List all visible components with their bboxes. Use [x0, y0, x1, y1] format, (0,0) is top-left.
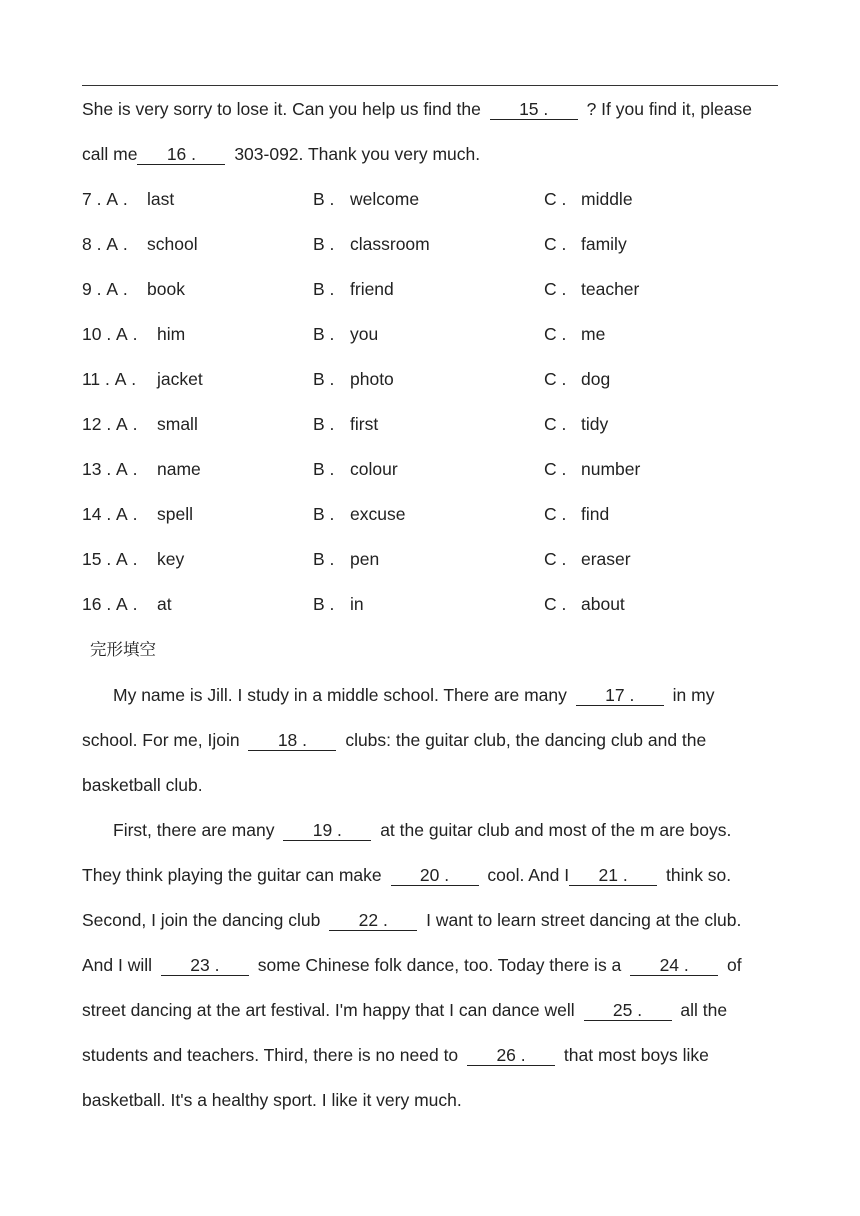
option-b-label: B . — [313, 279, 335, 299]
top-divider — [82, 85, 778, 86]
question-number: 7 . A . — [82, 189, 128, 209]
section-title: 完形填空 — [90, 640, 156, 659]
option-a: school — [147, 234, 198, 254]
option-c-label: C . — [544, 234, 567, 254]
option-b-label: B . — [313, 549, 335, 569]
question-row — [82, 187, 782, 211]
answer-blank-26: 26 . — [467, 1045, 555, 1066]
intro-line-1 — [82, 97, 752, 121]
option-b: classroom — [350, 234, 430, 254]
option-b: you — [350, 324, 379, 344]
answer-blank-24: 24 . — [630, 955, 718, 976]
option-c: teacher — [581, 279, 640, 299]
question-row — [82, 502, 782, 526]
passage-text: students and teachers. Third, there is no need to — [82, 1045, 459, 1065]
question-number: 15 . A . — [82, 549, 138, 569]
option-b: excuse — [350, 504, 406, 524]
option-c: eraser — [581, 549, 631, 569]
passage-text: some Chinese folk dance, too. Today there is a — [257, 955, 622, 975]
passage-line — [82, 1043, 709, 1067]
answer-blank-21: 21 . — [569, 865, 657, 886]
option-c: dog — [581, 369, 611, 389]
passage-text: And I will — [82, 955, 153, 975]
option-b: first — [350, 414, 379, 434]
option-b-label: B . — [313, 459, 335, 479]
passage-text: at the guitar club and most of the m are boys. — [380, 820, 732, 840]
passage-text: in my — [672, 685, 715, 705]
option-c-label: C . — [544, 324, 567, 344]
answer-blank-22: 22 . — [329, 910, 417, 931]
passage-text: basketball club. — [82, 775, 203, 795]
option-a: at — [157, 594, 172, 614]
intro-line-2 — [82, 142, 480, 166]
question-row — [82, 322, 782, 346]
option-c: middle — [581, 189, 633, 209]
passage-text: basketball. It's a healthy sport. I like it very much. — [82, 1090, 462, 1110]
answer-blank-23: 23 . — [161, 955, 249, 976]
question-number: 9 . A . — [82, 279, 128, 299]
intro-text: ? If you find it, please — [586, 99, 752, 119]
option-b: photo — [350, 369, 394, 389]
passage-text: clubs: the guitar club, the dancing club and the — [345, 730, 707, 750]
intro-text: She is very sorry to lose it. Can you help us find the — [82, 99, 481, 119]
intro-text: call me — [82, 144, 138, 164]
answer-blank-17: 17 . — [576, 685, 664, 706]
option-c: about — [581, 594, 625, 614]
option-b: in — [350, 594, 364, 614]
passage-line — [113, 683, 714, 707]
answer-blank-15: 15 . — [490, 99, 578, 120]
passage-text: all the — [680, 1000, 728, 1020]
option-b: pen — [350, 549, 380, 569]
answer-blank-19: 19 . — [283, 820, 371, 841]
option-b-label: B . — [313, 234, 335, 254]
option-b: welcome — [350, 189, 420, 209]
option-c-label: C . — [544, 189, 567, 209]
question-row — [82, 277, 782, 301]
question-row — [82, 412, 782, 436]
question-row — [82, 457, 782, 481]
option-c-label: C . — [544, 459, 567, 479]
option-a: name — [157, 459, 201, 479]
question-number: 16 . A . — [82, 594, 138, 614]
answer-blank-18: 18 . — [248, 730, 336, 751]
question-row — [82, 547, 782, 571]
passage-text: school. For me, Ijoin — [82, 730, 240, 750]
option-c-label: C . — [544, 414, 567, 434]
option-c: number — [581, 459, 641, 479]
question-row — [82, 592, 782, 616]
option-a: spell — [157, 504, 193, 524]
option-c-label: C . — [544, 369, 567, 389]
passage-line — [82, 863, 731, 887]
passage-line — [113, 818, 731, 842]
question-row — [82, 367, 782, 391]
passage-line — [82, 728, 706, 752]
option-a: jacket — [157, 369, 203, 389]
answer-blank-16: 16 . — [137, 144, 225, 165]
option-b-label: B . — [313, 369, 335, 389]
passage-text: First, there are many — [113, 820, 275, 840]
passage-text: Second, I join the dancing club — [82, 910, 321, 930]
option-b-label: B . — [313, 414, 335, 434]
question-number: 13 . A . — [82, 459, 138, 479]
option-c: find — [581, 504, 610, 524]
answer-blank-25: 25 . — [584, 1000, 672, 1021]
passage-line — [82, 908, 741, 932]
option-c: family — [581, 234, 627, 254]
passage-text: think so. — [665, 865, 732, 885]
answer-blank-20: 20 . — [391, 865, 479, 886]
option-b-label: B . — [313, 324, 335, 344]
passage-text: My name is Jill. I study in a middle school. There are many — [113, 685, 567, 705]
option-c-label: C . — [544, 504, 567, 524]
question-number: 10 . A . — [82, 324, 138, 344]
question-number: 14 . A . — [82, 504, 138, 524]
passage-text: They think playing the guitar can make — [82, 865, 382, 885]
option-c: tidy — [581, 414, 609, 434]
option-a: last — [147, 189, 175, 209]
option-b: friend — [350, 279, 394, 299]
question-row — [82, 232, 782, 256]
passage-text: cool. And I — [487, 865, 570, 885]
intro-text: 303-092. Thank you very much. — [234, 144, 481, 164]
option-c-label: C . — [544, 279, 567, 299]
passage-line — [82, 1088, 462, 1112]
option-a: small — [157, 414, 198, 434]
option-c-label: C . — [544, 594, 567, 614]
option-b: colour — [350, 459, 398, 479]
question-number: 8 . A . — [82, 234, 128, 254]
passage-text: street dancing at the art festival. I'm happy that I can dance well — [82, 1000, 575, 1020]
passage-text: of — [727, 955, 742, 975]
option-a: him — [157, 324, 186, 344]
option-b-label: B . — [313, 594, 335, 614]
option-c-label: C . — [544, 549, 567, 569]
question-number: 12 . A . — [82, 414, 138, 434]
passage-line — [82, 953, 742, 977]
option-b-label: B . — [313, 189, 335, 209]
passage-line — [82, 773, 203, 797]
passage-line — [82, 998, 727, 1022]
option-b-label: B . — [313, 504, 335, 524]
passage-text: I want to learn street dancing at the club. — [426, 910, 742, 930]
passage-text: that most boys like — [563, 1045, 709, 1065]
option-c: me — [581, 324, 606, 344]
option-a: key — [157, 549, 185, 569]
question-number: 11 . A . — [82, 369, 137, 389]
option-a: book — [147, 279, 185, 299]
